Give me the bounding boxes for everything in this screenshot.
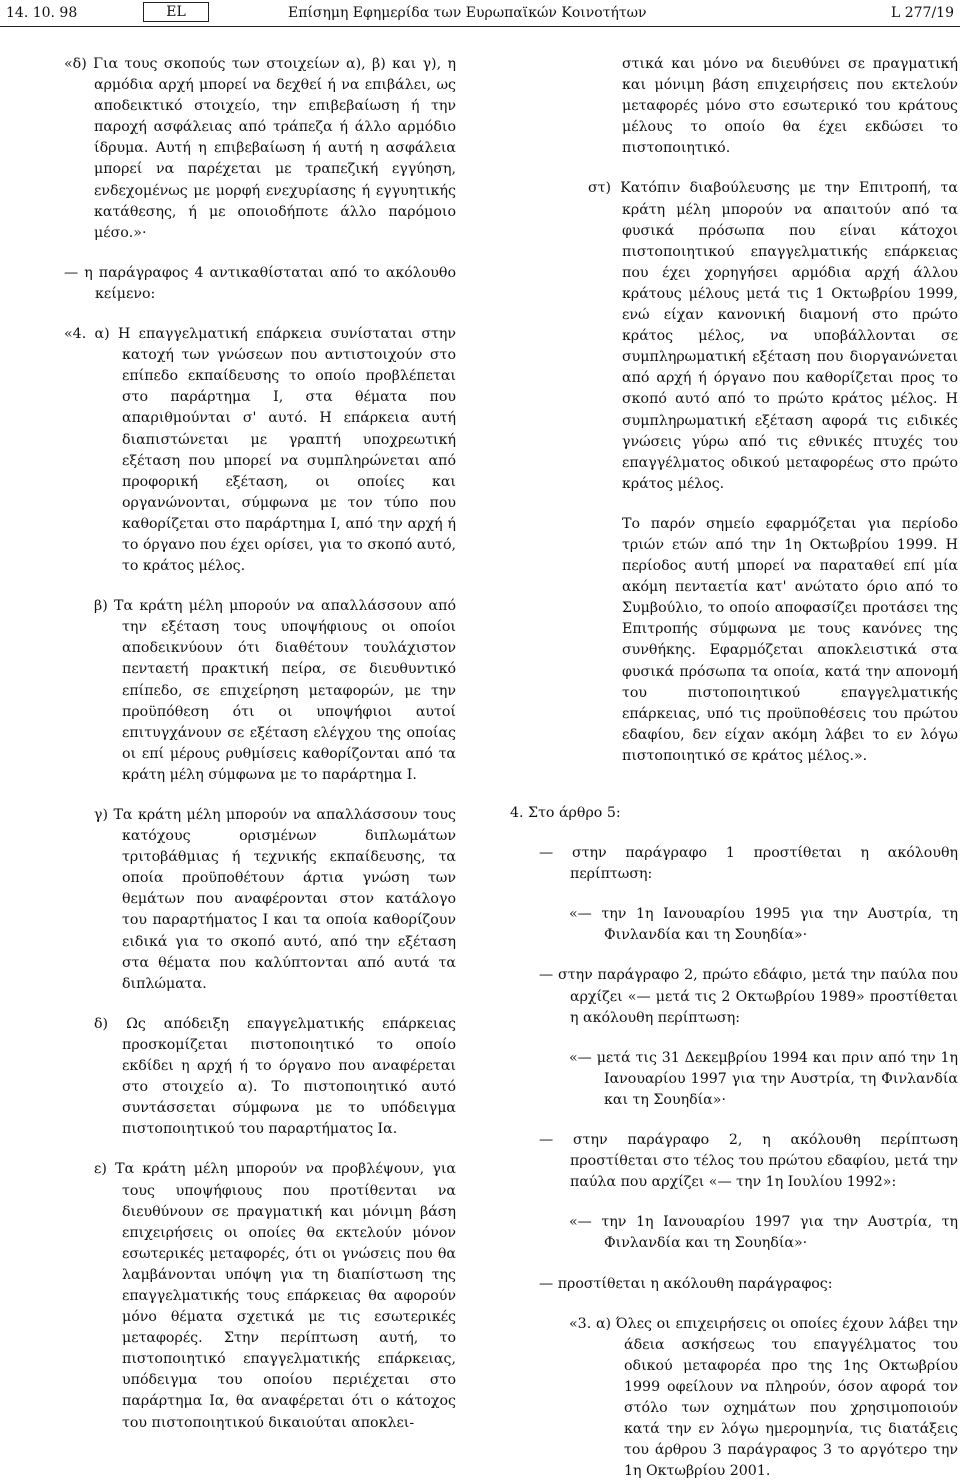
paragraph-4f-application: Το παρόν σημείο εφαρμόζεται για περίοδο τριών ετών από την 1η Οκτωβρίου 1999. Η περίοδος αυτή μπορεί να παραταθεί επί μία ακόμη πενταετία κατ' ανώτατο όριο από το Συμβούλιο, το οποίο αποφασίζει προτάσει της Επιτροπής σύμφωνα με τους κανόνες της συνθήκης. Εφαρμόζεται αποκλειστικά στα φυσικά πρόσωπα τα οποία, κατά την απονομή του πιστοποιητικού επαγγελματικής επάρκειας, υπό τις προϋποθέσεις του πρώτου εδαφίου, δεν είχαν ακόμη λάβει το εν λόγω πιστοποιητικό σε κράτος μέλος.». xyxy=(622,515,958,764)
amendment-paragraph-4: — η παράγραφος 4 αντικαθίσταται από το ακόλουθο κείμενο: xyxy=(64,264,456,302)
language-badge: EL xyxy=(143,2,209,22)
article-5-amendment-3: — στην παράγραφο 2, η ακόλουθη περίπτωση προστίθεται στο τέλος του πρώτου εδαφίου, μετά την παύλα που αρχίζει «— την 1η Ιουλίου 1992»: xyxy=(539,1132,958,1191)
article-5-insert-2: «— μετά τις 31 Δεκεμβρίου 1994 και πριν από την 1η Ιανουαρίου 1997 για την Αυστρία, τη Φινλανδία και τη Σουηδία»· xyxy=(569,1049,958,1108)
paragraph-4f: στ) Κατόπιν διαβούλευσης με την Επιτροπή, τα κράτη μέλη μπορούν να απαιτούν από τα φυσικά πρόσωπα που είναι κάτοχοι πιστοποιητικού επαγγελματικής επάρκειας που έχει χορηγήσει αρμόδια αρχή άλλου κράτους μέλους μετά τις 1 Οκτωβρίου 1999, ενώ είχαν κανονική διαμονή στο πρώτο κράτος μέλος, να υποβάλλονται σε συμπληρωματική εξέταση που διοργανώνεται από αρχή ή όργανο που καθορίζεται προς το σκοπό αυτό από το πρώτο κράτος μέλος. Η συμπληρωματική εξέταση αφορά τις ειδικές γνώσεις γύρω από τις εθνικές πτυχές του επαγγέλματος οδικού μεταφορέως στο πρώτο κράτος μέλος. xyxy=(588,180,958,492)
issue-date: 14. 10. 98 xyxy=(6,5,78,21)
page-reference: L 277/19 xyxy=(891,5,954,21)
paragraph-4b: β) Τα κράτη μέλη μπορούν να απαλλάσσουν από την εξέταση τους υποψήφιους οι οποίοι αποδεικνύουν ότι διαθέτουν τουλάχιστον πενταετή πρακτική πείρα, σε διευθυντικό επίπεδο, σε επιχείρηση μεταφορών, με την προϋπόθεση ότι οι υποψήφιοι αυτοί επιτυγχάνουν σε εξέταση ελέγχου της οποίας οι επί μέρους ρυθμίσεις καθορίζονται από τα κράτη μέλη σύμφωνα με το παράρτημα Ι. xyxy=(94,598,456,783)
paragraph-4a: «4. α) Η επαγγελματική επάρκεια συνίσταται στην κατοχή των γνώσεων που αντιστοιχούν στο επίπεδο εκπαίδευσης το οποίο προβλέπεται στο παράρτημα Ι, στα θέματα που απαριθμούνται σ' αυτό. Η επάρκεια αυτή διαπιστώνεται με γραπτή υποχρεωτική εξέταση που μπορεί να συμπληρώνεται από προφορική εξέταση, οι οποίες και οργανώνονται, σύμφωνα με τον τύπο που καθορίζεται στο παράρτημα Ι, από την αρχή ή το όργανο που έχει ορίσει, για το σκοπό αυτό, το κράτος μέλος. xyxy=(64,326,456,575)
article-5-paragraph-3a: «3. α) Όλες οι επιχειρήσεις οι οποίες έχουν λάβει την άδεια ασκήσεως του επαγγέλματος του οδικού μεταφορέα προ της 1ης Οκτωβρίου 1999 οφείλουν να πληρούν, όσον αφορά τον στόλο των οχημάτων που χρησιμοποιούν κατά την εν λόγω ημερομηνία, τις διατάξεις του άρθρου 3 παράγραφος 3 το αργότερο την 1η Οκτωβρίου 2001. xyxy=(569,1315,958,1480)
article-5-amendment-4: — προστίθεται η ακόλουθη παράγραφος: xyxy=(539,1275,833,1292)
article-5-amendment-1: — στην παράγραφο 1 προστίθεται η ακόλουθη περίπτωση: xyxy=(539,845,958,883)
left-column xyxy=(64,54,456,1434)
paragraph-4e: ε) Τα κράτη μέλη μπορούν να προβλέψουν, για τους υποψήφιους που προτίθενται να διευθύνουν σε πραγματική και μόνιμη βάση επιχειρήσεις οι οποίες θα εκτελούν μόνον εσωτερικές μεταφορές, ότι οι γνώσεις που θα λαμβάνονται υπόψη για τη διαπίστωση της επαγγελματικής τους επάρκειας θα αφορούν μόνο θέματα σχετικά με τις εσωτερικές μεταφορές. Στην περίπτωση αυτή, το πιστοποιητικό επαγγελματικής επάρκειας, υπόδειγμα του οποίου περιέχεται στο παράρτημα Ια, θα αναφέρεται ότι ο κάτοχος του πιστοποιητικού δικαιούται αποκλει- xyxy=(94,1161,456,1431)
paragraph-point-d: «δ) Για τους σκοπούς των στοιχείων α), β) και γ), η αρμόδια αρχή μπορεί να δεχθεί ή να επιβάλει, ως αποδεικτικό στοιχείο, την επιβεβαίωση ή την παροχή ασφάλειας από τράπεζα ή άλλο αρμόδιο ίδρυμα. Αυτή η επιβεβαίωση ή αυτή η ασφάλεια μπορεί να παρέχεται με τραπεζική εγγύηση, ενδεχομένως με μορφή ενεχυρίασης ή εγγυητικής κατάθεσης, ή με οποιοδήποτε άλλο παρόμοιο μέσο.»· xyxy=(64,56,456,241)
right-column xyxy=(506,54,958,1482)
article-5-insert-1: «— την 1η Ιανουαρίου 1995 για την Αυστρία, τη Φινλανδία και τη Σουηδία»· xyxy=(569,906,958,944)
paragraph-4e-continued: στικά και μόνο να διευθύνει σε πραγματική και μόνιμη βάση επιχειρήσεις που εκτελούν μεταφορές μόνο στο εσωτερικό του κράτους μέλους το οποίο θα έχει εκδώσει το πιστοποιητικό. xyxy=(622,56,958,157)
article-5-insert-3: «— την 1η Ιανουαρίου 1997 για την Αυστρία, τη Φινλανδία και τη Σουηδία»· xyxy=(569,1214,958,1252)
article-5-heading: 4. Στο άρθρο 5: xyxy=(510,805,621,821)
journal-title: Επίσημη Εφημερίδα των Ευρωπαϊκών Κοινοτήτων xyxy=(288,5,647,21)
paragraph-4c: γ) Τα κράτη μέλη μπορούν να απαλλάσσουν τους κατόχους ορισμένων διπλωμάτων τριτοβάθμιας ή τεχνικής εκπαίδευσης, τα οποία προϋποθέτουν άρτια γνώση των θεμάτων που αναφέρονται στον κατάλογο του παραρτήματος Ι και τα οποία καθορίζουν ειδικά για το σκοπό αυτό, από την εξέταση στα θέματα που καλύπτονται από αυτά τα διπλώματα. xyxy=(94,807,456,992)
paragraph-4d: δ) Ως απόδειξη επαγγελματικής επάρκειας προσκομίζεται πιστοποιητικό το οποίο εκδίδει η αρχή ή το όργανο που αναφέρεται στο στοιχείο α). Το πιστοποιητικό αυτό συντάσσεται σύμφωνα με το υπόδειγμα πιστοποιητικού του παραρτήματος Ια. xyxy=(94,1015,456,1138)
page-header xyxy=(0,0,960,27)
article-5-amendment-2: — στην παράγραφο 2, πρώτο εδάφιο, μετά την παύλα που αρχίζει «— μετά τις 2 Οκτωβρίου 1989» προστίθεται η ακόλουθη περίπτωση: xyxy=(539,967,958,1026)
